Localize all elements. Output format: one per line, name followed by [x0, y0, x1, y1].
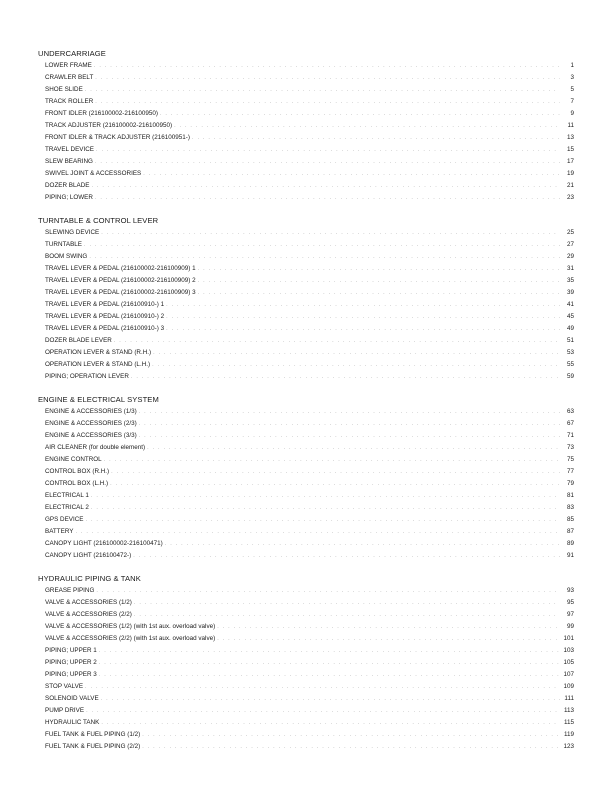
entry-page-number: 71: [566, 432, 574, 439]
entry-list: [38, 227, 574, 383]
entry-label: GREASE PIPING: [45, 587, 95, 594]
entry-page-number: 103: [563, 647, 574, 654]
dot-leader: [86, 514, 561, 526]
entry-label: SLEW BEARING: [45, 158, 93, 165]
entry-page-number: 39: [566, 289, 574, 296]
dot-leader: [91, 180, 560, 192]
entry-page-number: 95: [566, 599, 574, 606]
entry-page-number: 99: [566, 623, 574, 630]
entry-label: FRONT IDLER & TRACK ADJUSTER (216100951-): [45, 134, 190, 141]
toc-entry[interactable]: [38, 693, 574, 705]
entry-page-number: 59: [566, 373, 574, 380]
entry-label: BATTERY: [45, 528, 74, 535]
entry-page-number: 41: [566, 301, 574, 308]
dot-leader: [217, 621, 560, 633]
entry-label: LOWER FRAME: [45, 62, 92, 69]
toc-entry[interactable]: [38, 275, 574, 287]
entry-label: VALVE & ACCESSORIES (1/2): [45, 599, 132, 606]
dot-leader: [174, 120, 560, 132]
entry-label: ENGINE & ACCESSORIES (1/3): [45, 408, 137, 415]
entry-label: FUEL TANK & FUEL PIPING (1/2): [45, 731, 141, 738]
entry-page-number: 107: [563, 671, 574, 678]
toc-entry[interactable]: [38, 454, 574, 466]
toc-entry[interactable]: [38, 347, 574, 359]
entry-page-number: 13: [566, 134, 574, 141]
entry-label: SOLENOID VALVE: [45, 695, 99, 702]
entry-page-number: 45: [566, 313, 574, 320]
entry-page-number: 105: [563, 659, 574, 666]
entry-label: VALVE & ACCESSORIES (2/2) (with 1st aux. overload valve): [45, 635, 216, 642]
toc-entry[interactable]: [38, 466, 574, 478]
entry-label: AIR CLEANER (for double element): [45, 444, 146, 451]
entry-label: CANOPY LIGHT (216100472-): [45, 552, 132, 559]
toc-entry[interactable]: [38, 550, 574, 562]
toc-entry[interactable]: [38, 180, 574, 192]
entry-page-number: 19: [566, 170, 574, 177]
dot-leader: [101, 717, 560, 729]
dot-leader: [153, 347, 560, 359]
toc-entry[interactable]: [38, 335, 574, 347]
dot-leader: [110, 478, 560, 490]
toc-entry[interactable]: [38, 526, 574, 538]
entry-label: ELECTRICAL 2: [45, 504, 89, 511]
toc-entry[interactable]: [38, 681, 574, 693]
dot-leader: [85, 681, 560, 693]
entry-label: GPS DEVICE: [45, 516, 84, 523]
toc-entry[interactable]: [38, 705, 574, 717]
toc-entry[interactable]: [38, 645, 574, 657]
dot-leader: [84, 239, 560, 251]
entry-list: [38, 406, 574, 562]
entry-page-number: 53: [566, 349, 574, 356]
toc-entry[interactable]: [38, 490, 574, 502]
toc-entry[interactable]: [38, 406, 574, 418]
entry-page-number: 35: [566, 277, 574, 284]
dot-leader: [198, 287, 560, 299]
toc-section: [38, 573, 574, 753]
toc-entry[interactable]: [38, 108, 574, 120]
toc-entry[interactable]: [38, 239, 574, 251]
entry-label: TRAVEL LEVER & PEDAL (216100002-216100909) 2: [45, 277, 196, 284]
toc-section: [38, 394, 574, 562]
entry-page-number: 21: [566, 182, 574, 189]
dot-leader: [147, 442, 560, 454]
entry-label: CONTROL BOX (R.H.): [45, 468, 110, 475]
dot-leader: [101, 693, 560, 705]
section-heading: UNDERCARRIAGE: [38, 49, 106, 58]
entry-label: FRONT IDLER (216100002-216100950): [45, 110, 158, 117]
entry-page-number: 23: [566, 194, 574, 201]
entry-label: FUEL TANK & FUEL PIPING (2/2): [45, 743, 141, 750]
entry-page-number: 55: [566, 361, 574, 368]
dot-leader: [95, 156, 560, 168]
toc-entry[interactable]: [38, 621, 574, 633]
dot-leader: [142, 729, 560, 741]
dot-leader: [91, 502, 560, 514]
toc-section: [38, 48, 574, 204]
dot-leader: [94, 60, 560, 72]
entry-label: ENGINE CONTROL: [45, 456, 102, 463]
dot-leader: [142, 741, 560, 753]
toc-entry[interactable]: [38, 478, 574, 490]
entry-page-number: 11: [567, 122, 574, 129]
dot-leader: [134, 609, 560, 621]
dot-leader: [139, 406, 560, 418]
entry-page-number: 63: [566, 408, 574, 415]
dot-leader: [114, 335, 560, 347]
toc-entry[interactable]: [38, 371, 574, 383]
dot-leader: [165, 538, 560, 550]
entry-page-number: 17: [566, 158, 574, 165]
entry-label: DOZER BLADE: [45, 182, 90, 189]
dot-leader: [91, 490, 560, 502]
section-heading: TURNTABLE & CONTROL LEVER: [38, 216, 159, 225]
toc-entry[interactable]: [38, 442, 574, 454]
entry-label: HYDRAULIC TANK: [45, 719, 100, 726]
entry-page-number: 51: [566, 337, 574, 344]
toc-entry[interactable]: [38, 227, 574, 239]
entry-page-number: 85: [566, 516, 574, 523]
dot-leader: [152, 359, 560, 371]
entry-page-number: 73: [566, 444, 574, 451]
entry-page-number: 81: [566, 492, 574, 499]
entry-label: CRAWLER BELT: [45, 74, 94, 81]
toc-entry[interactable]: [38, 168, 574, 180]
table-of-contents: [38, 48, 574, 764]
entry-page-number: 7: [570, 98, 574, 105]
toc-entry[interactable]: [38, 729, 574, 741]
entry-page-number: 27: [566, 241, 574, 248]
entry-page-number: 1: [570, 62, 574, 69]
entry-label: ELECTRICAL 1: [45, 492, 89, 499]
entry-label: TRAVEL DEVICE: [45, 146, 94, 153]
dot-leader: [134, 597, 560, 609]
dot-leader: [96, 585, 560, 597]
dot-leader: [131, 371, 560, 383]
entry-label: TRAVEL LEVER & PEDAL (216100002-216100909) 1: [45, 265, 196, 272]
toc-entry[interactable]: [38, 359, 574, 371]
dot-leader: [96, 144, 560, 156]
entry-page-number: 89: [566, 540, 574, 547]
dot-leader: [75, 526, 560, 538]
toc-entry[interactable]: [38, 84, 574, 96]
entry-page-number: 15: [566, 146, 574, 153]
dot-leader: [217, 633, 560, 645]
entry-page-number: 9: [570, 110, 574, 117]
entry-page-number: 91: [566, 552, 574, 559]
dot-leader: [160, 108, 560, 120]
toc-entry[interactable]: [38, 741, 574, 753]
toc-entry[interactable]: [38, 514, 574, 526]
entry-label: PIPING; UPPER 3: [45, 671, 97, 678]
entry-page-number: 119: [563, 731, 574, 738]
entry-label: DOZER BLADE LEVER: [45, 337, 112, 344]
toc-entry[interactable]: [38, 251, 574, 263]
entry-page-number: 93: [566, 587, 574, 594]
entry-page-number: 115: [563, 719, 574, 726]
entry-label: ENGINE & ACCESSORIES (2/3): [45, 420, 137, 427]
entry-label: TRACK ROLLER: [45, 98, 94, 105]
entry-list: [38, 60, 574, 204]
dot-leader: [139, 418, 560, 430]
entry-page-number: 79: [566, 480, 574, 487]
dot-leader: [198, 275, 560, 287]
entry-label: TRAVEL LEVER & PEDAL (216100910-) 2: [45, 313, 165, 320]
dot-leader: [111, 466, 560, 478]
entry-page-number: 87: [566, 528, 574, 535]
toc-entry[interactable]: [38, 287, 574, 299]
dot-leader: [139, 430, 560, 442]
toc-entry[interactable]: [38, 657, 574, 669]
entry-label: ENGINE & ACCESSORIES (3/3): [45, 432, 137, 439]
toc-entry[interactable]: [38, 597, 574, 609]
entry-page-number: 29: [566, 253, 574, 260]
entry-page-number: 123: [563, 743, 574, 750]
entry-label: TRAVEL LEVER & PEDAL (216100002-216100909) 3: [45, 289, 196, 296]
toc-entry[interactable]: [38, 669, 574, 681]
toc-entry[interactable]: [38, 96, 574, 108]
entry-page-number: 83: [566, 504, 574, 511]
entry-label: VALVE & ACCESSORIES (2/2): [45, 611, 132, 618]
entry-label: TRAVEL LEVER & PEDAL (216100910-) 1: [45, 301, 165, 308]
entry-page-number: 97: [566, 611, 574, 618]
section-heading: HYDRAULIC PIPING & TANK: [38, 574, 141, 583]
entry-label: SWIVEL JOINT & ACCESSORIES: [45, 170, 142, 177]
entry-label: PIPING; OPERATION LEVER: [45, 373, 129, 380]
entry-label: OPERATION LEVER & STAND (R.H.): [45, 349, 152, 356]
toc-entry[interactable]: [38, 418, 574, 430]
entry-label: VALVE & ACCESSORIES (1/2) (with 1st aux. overload valve): [45, 623, 216, 630]
dot-leader: [86, 705, 560, 717]
toc-entry[interactable]: [38, 311, 574, 323]
entry-label: STOP VALVE: [45, 683, 84, 690]
toc-entry[interactable]: [38, 299, 574, 311]
toc-section: [38, 215, 574, 383]
dot-leader: [95, 192, 560, 204]
toc-entry[interactable]: [38, 144, 574, 156]
entry-label: CONTROL BOX (L.H.): [45, 480, 109, 487]
dot-leader: [99, 645, 560, 657]
toc-entry[interactable]: [38, 192, 574, 204]
entry-list: [38, 585, 574, 753]
dot-leader: [166, 299, 560, 311]
toc-entry[interactable]: [38, 538, 574, 550]
dot-leader: [133, 550, 560, 562]
entry-label: SLEWING DEVICE: [45, 229, 100, 236]
entry-page-number: 5: [570, 86, 574, 93]
entry-page-number: 113: [563, 707, 574, 714]
entry-label: TRACK ADJUSTER (216100002-216100950): [45, 122, 173, 129]
toc-entry[interactable]: [38, 633, 574, 645]
dot-leader: [101, 227, 560, 239]
dot-leader: [85, 84, 560, 96]
dot-leader: [166, 311, 560, 323]
dot-leader: [104, 454, 560, 466]
entry-page-number: 67: [566, 420, 574, 427]
entry-page-number: 3: [570, 74, 574, 81]
dot-leader: [99, 657, 560, 669]
entry-page-number: 31: [566, 265, 574, 272]
toc-entry[interactable]: [38, 323, 574, 335]
dot-leader: [166, 323, 560, 335]
entry-page-number: 75: [566, 456, 574, 463]
toc-entry[interactable]: [38, 585, 574, 597]
toc-entry[interactable]: [38, 72, 574, 84]
entry-label: PIPING; UPPER 1: [45, 647, 97, 654]
entry-page-number: 111: [564, 695, 574, 702]
entry-label: PIPING; LOWER: [45, 194, 93, 201]
entry-label: OPERATION LEVER & STAND (L.H.): [45, 361, 151, 368]
dot-leader: [95, 96, 560, 108]
entry-label: CANOPY LIGHT (216100002-216100471): [45, 540, 163, 547]
entry-label: PIPING; UPPER 2: [45, 659, 97, 666]
entry-label: TURNTABLE: [45, 241, 82, 248]
section-heading: ENGINE & ELECTRICAL SYSTEM: [38, 395, 159, 404]
toc-entry[interactable]: [38, 430, 574, 442]
dot-leader: [198, 263, 560, 275]
toc-entry[interactable]: [38, 132, 574, 144]
dot-leader: [192, 132, 560, 144]
toc-entry[interactable]: [38, 120, 574, 132]
toc-entry[interactable]: [38, 60, 574, 72]
dot-leader: [99, 669, 560, 681]
entry-page-number: 25: [566, 229, 574, 236]
entry-page-number: 109: [563, 683, 574, 690]
toc-entry[interactable]: [38, 263, 574, 275]
toc-entry[interactable]: [38, 502, 574, 514]
toc-entry[interactable]: [38, 156, 574, 168]
toc-entry[interactable]: [38, 717, 574, 729]
entry-label: TRAVEL LEVER & PEDAL (216100910-) 3: [45, 325, 165, 332]
entry-page-number: 101: [563, 635, 574, 642]
dot-leader: [95, 72, 560, 84]
entry-page-number: 77: [566, 468, 574, 475]
entry-label: PUMP DRIVE: [45, 707, 85, 714]
toc-entry[interactable]: [38, 609, 574, 621]
entry-label: BOOM SWING: [45, 253, 88, 260]
dot-leader: [143, 168, 560, 180]
entry-page-number: 49: [566, 325, 574, 332]
entry-label: SHOE SLIDE: [45, 86, 83, 93]
dot-leader: [89, 251, 560, 263]
